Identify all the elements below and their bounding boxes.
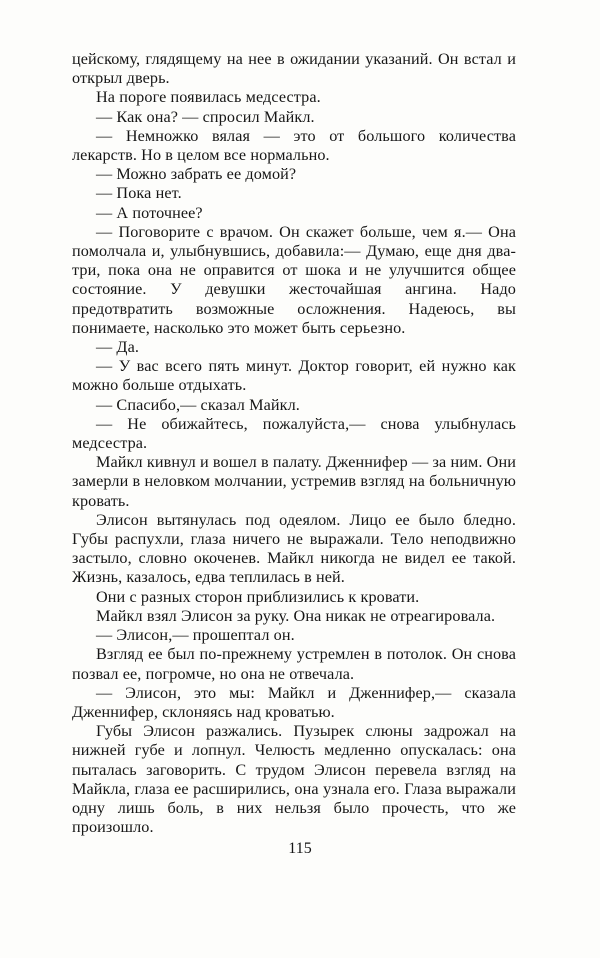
- dialogue-line: — Да.: [96, 338, 140, 357]
- dialogue-line: — Элисон, это мы: Майкл и Дженнифер,— сказала Дженнифер, склоняясь над кроватью.: [72, 683, 516, 721]
- dialogue-line: — Пока нет.: [96, 184, 182, 203]
- paragraph: Взгляд ее был по-прежнему устремлен в потолок. Он снова позвал ее, погромче, но она не отвечала.: [72, 645, 516, 683]
- dialogue-line: — Не обижайтесь, пожалуйста,— снова улыбнулась медсестра.: [72, 414, 516, 453]
- paragraph: Губы Элисон разжались. Пузырек слюны задрожал на нижней губе и лопнул. Челюсть медленно опускалась: она пыталась заговорить. С трудом Элисон перевела взгляд на Майкла, глаза ее расширились, она узнала его. Глаза выражали одну лишь боль, в них нельзя было прочесть, что же произошло.: [72, 722, 516, 837]
- paragraph: Майкл взял Элисон за руку. Она никак не отреагировала.: [96, 606, 496, 625]
- paragraph: Они с разных сторон приблизились к кровати.: [96, 587, 420, 606]
- dialogue-line: — Как она? — спросил Майкл.: [96, 107, 315, 126]
- dialogue-line: — Спасибо,— сказал Майкл.: [96, 395, 300, 414]
- body-text: [72, 50, 516, 837]
- dialogue-line: — А поточнее?: [96, 203, 203, 222]
- page-number: 115: [288, 840, 312, 857]
- paragraph: На пороге появилась медсестра.: [96, 88, 321, 107]
- dialogue-line: — Немножко вялая — это от большого количества лекарств. Но в целом все нормально.: [72, 126, 516, 165]
- dialogue-line: — Поговорите с врачом. Он скажет больше, чем я.— Она помолчала и, улыбнувшись, добавила:— Думаю, еще дня два-три, пока она не оправится от шока и не улучшится общее состояние. У девушки жесточайшая ангина. Надо предотвратить возможные осложнения. Надеюсь, вы понимаете, насколько это может быть серьезно.: [72, 222, 516, 337]
- paragraph: цейскому, глядящему на нее в ожидании указаний. Он встал и открыл дверь.: [72, 50, 516, 88]
- paragraph: Элисон вытянулась под одеялом. Лицо ее было бледно. Губы распухли, глаза ничего не выражали. Тело неподвижно застыло, словно окоченев. Майкл никогда не видел ее такой. Жизнь, казалось, едва теплилась в ней.: [72, 510, 516, 587]
- dialogue-line: — Элисон,— прошептал он.: [96, 626, 295, 645]
- dialogue-line: — У вас всего пять минут. Доктор говорит, ей нужно как можно больше отдыхать.: [72, 357, 516, 395]
- paragraph: Майкл кивнул и вошел в палату. Дженнифер — за ним. Они замерли в неловком молчании, устремив взгляд на больничную кровать.: [72, 453, 516, 510]
- dialogue-line: — Можно забрать ее домой?: [96, 165, 297, 184]
